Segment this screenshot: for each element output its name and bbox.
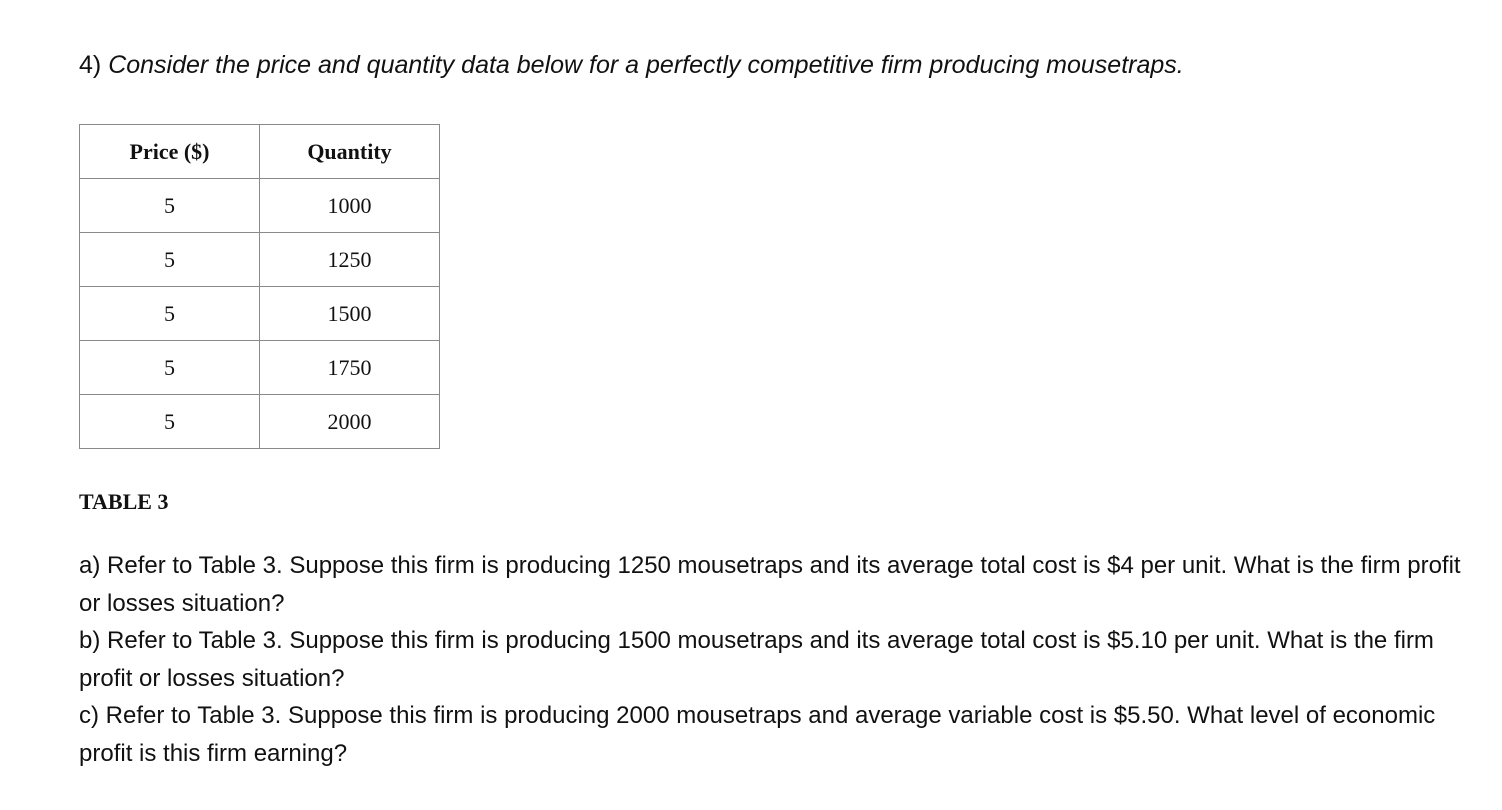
column-header-quantity: Quantity (260, 125, 440, 179)
part-a: a) Refer to Table 3. Suppose this firm is producing 1250 mousetraps and its average total cost is $4 per unit. What is the firm profit or losses situation? (79, 552, 1461, 617)
column-header-price: Price ($) (80, 125, 260, 179)
price-cell: 5 (80, 233, 260, 287)
price-cell: 5 (80, 287, 260, 341)
table-row (80, 287, 440, 341)
table-header-row (80, 125, 440, 179)
quantity-cell: 1000 (260, 179, 440, 233)
question-number: 4) (79, 51, 102, 79)
table-row (80, 395, 440, 449)
quantity-cell: 1250 (260, 233, 440, 287)
table-caption: TABLE 3 (79, 489, 169, 514)
quantity-cell: 1750 (260, 341, 440, 395)
table-row (80, 179, 440, 233)
price-cell: 5 (80, 341, 260, 395)
price-cell: 5 (80, 395, 260, 449)
table-row (80, 233, 440, 287)
quantity-cell: 2000 (260, 395, 440, 449)
table-row (80, 341, 440, 395)
question-heading (79, 48, 1184, 82)
question-parts (79, 547, 1479, 772)
price-cell: 5 (80, 179, 260, 233)
quantity-cell: 1500 (260, 287, 440, 341)
price-quantity-table (79, 124, 440, 449)
part-c: c) Refer to Table 3. Suppose this firm is producing 2000 mousetraps and average variable cost is $5.50. What level of economic profit is this firm earning? (79, 702, 1436, 767)
part-b: b) Refer to Table 3. Suppose this firm is producing 1500 mousetraps and its average total cost is $5.10 per unit. What is the firm profit or losses situation? (79, 627, 1434, 692)
question-intro: Consider the price and quantity data below for a perfectly competitive firm producing mousetraps. (108, 51, 1184, 79)
